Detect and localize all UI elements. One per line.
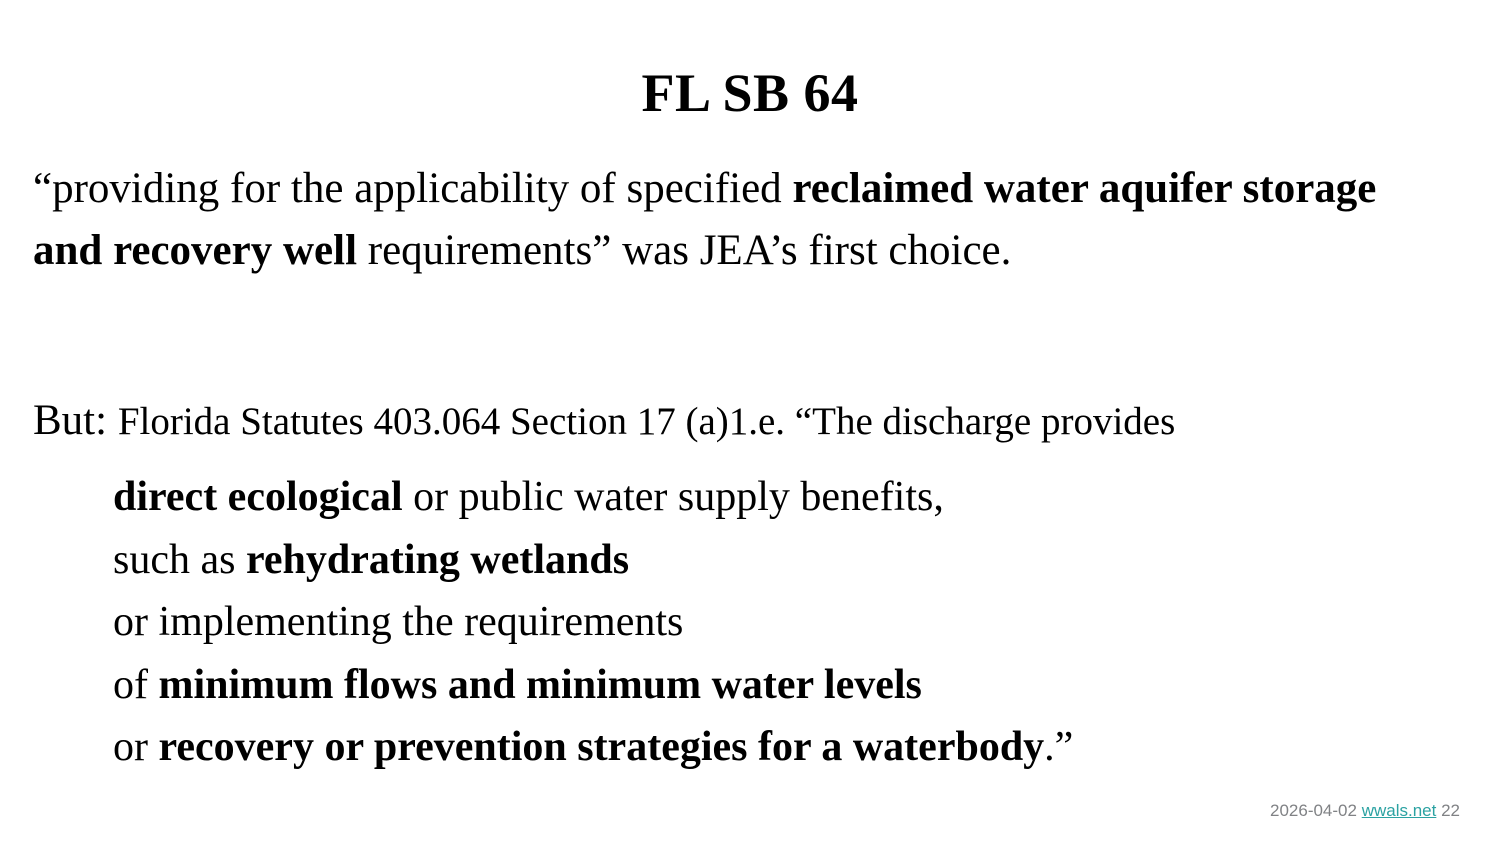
quote-line-2-regular: such as	[113, 536, 246, 583]
quote-line-2	[113, 529, 1073, 592]
quote-line-1-regular: or public water supply benefits,	[402, 474, 944, 520]
quote-line-3-regular: or implementing the requirements	[113, 599, 684, 645]
statute-quote-block	[113, 466, 1073, 779]
paragraph-statute	[33, 392, 1483, 451]
footer-date: 2026-04-02	[1270, 801, 1357, 820]
paragraph-applicability	[33, 158, 1445, 282]
quote-line-5-closing: .”	[1044, 724, 1074, 770]
quote-line-4-bold: minimum flows and minimum water levels	[158, 661, 922, 708]
quote-line-4	[113, 654, 1073, 717]
footer-page-number: 22	[1441, 801, 1460, 820]
quote-line-1-bold: direct ecological	[113, 474, 403, 520]
quote-line-5-bold: recovery or prevention strategies for a waterbody	[158, 724, 1045, 770]
footer-link[interactable]: wwals.net	[1361, 801, 1437, 820]
quote-line-1	[113, 466, 1073, 529]
paragraph1-regular-post: requirements” was JEA’s first choice.	[357, 227, 1012, 274]
quote-line-4-regular: of	[113, 661, 159, 708]
slide-title: FL SB 64	[641, 63, 859, 123]
statute-lead: But:	[33, 397, 118, 444]
quote-line-5	[113, 716, 1073, 779]
quote-line-5-regular: or	[113, 724, 159, 770]
paragraph1-bold-phrase: reclaimed water aquifer storage and recovery well	[33, 165, 1377, 274]
statute-citation: Florida Statutes 403.064 Section 17 (a)1.e. “The discharge provides	[117, 400, 1176, 443]
quote-line-2-bold: rehydrating wetlands	[245, 536, 630, 583]
paragraph1-regular-pre: “providing for the applicability of specified	[33, 165, 793, 212]
quote-line-3	[113, 591, 1073, 654]
footer	[1270, 801, 1460, 821]
